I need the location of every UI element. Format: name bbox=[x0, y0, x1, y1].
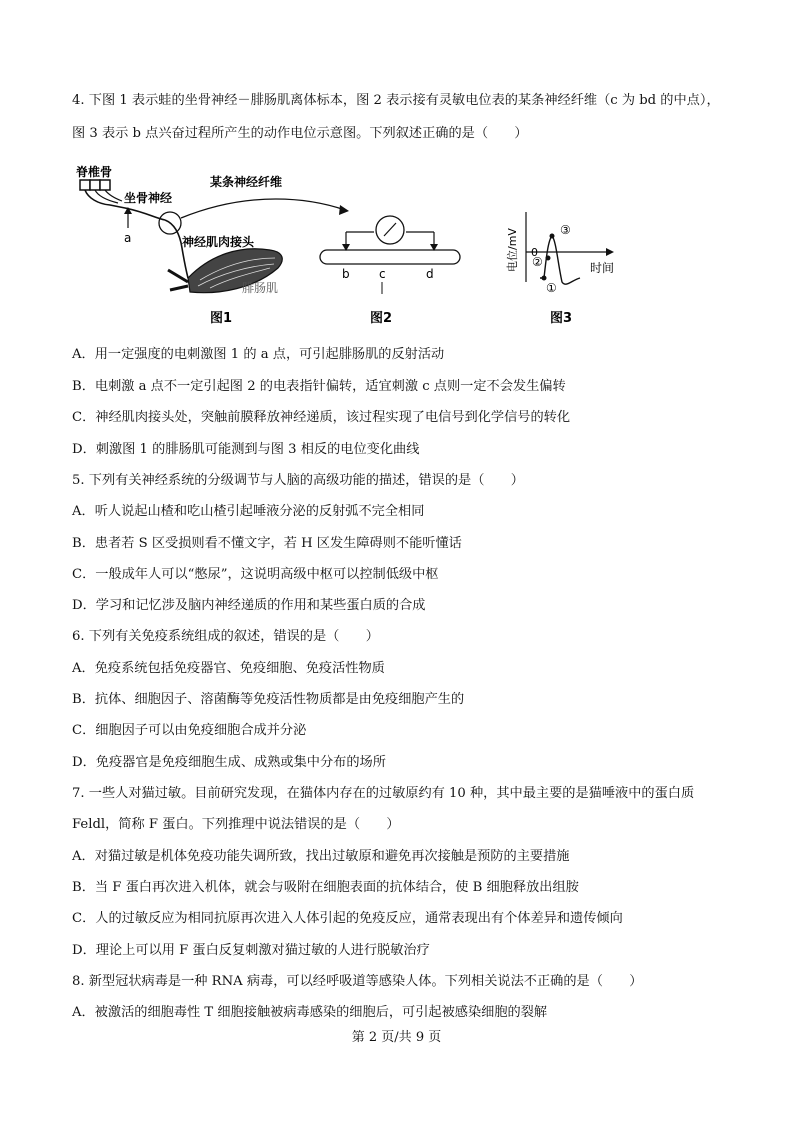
nerve-fiber bbox=[320, 250, 460, 264]
fig3-caption: 图3 bbox=[550, 311, 573, 326]
q4-figure bbox=[70, 160, 630, 330]
fig3-p1: ① bbox=[546, 281, 557, 295]
fig3-xlabel: 时间 bbox=[590, 261, 615, 275]
fig2-c: c bbox=[379, 267, 386, 281]
fig3-diagram bbox=[505, 212, 614, 326]
q5-option-b: B．患者若 S 区受损则看不懂文字，若 H 区发生障碍则不能听懂话 bbox=[72, 536, 462, 551]
q4-option-d: D．刺激图 1 的腓肠肌可能测到与图 3 相反的电位变化曲线 bbox=[72, 442, 420, 457]
q8-option-a: A．被激活的细胞毒性 T 细胞接触被病毒感染的细胞后，可引起被感染细胞的裂解 bbox=[72, 1005, 548, 1020]
q7-option-a: A．对猫过敏是机体免疫功能失调所致，找出过敏原和避免再次接触是预防的主要措施 bbox=[72, 849, 570, 864]
q8-stem: 8. 新型冠状病毒是一种 RNA 病毒，可以经呼吸道等感染人体。下列相关说法不正确的是（ ） bbox=[72, 974, 643, 989]
q7-stem-line2: Feldl，简称 F 蛋白。下列推理中说法错误的是（ ） bbox=[72, 817, 400, 832]
fig3-p3: ③ bbox=[560, 223, 571, 237]
fig3-p2: ② bbox=[532, 255, 543, 269]
fig1-point-a: a bbox=[124, 231, 132, 245]
bone bbox=[170, 286, 188, 290]
q7-option-c: C．人的过敏反应为相同抗原再次进入人体引起的免疫反应，通常表现出有个体差异和遗传倾向 bbox=[72, 911, 623, 926]
fig3-zero: 0 bbox=[531, 246, 538, 259]
q7-stem-line1: 7. 一些人对猫过敏。目前研究发现，在猫体内存在的过敏原约有 10 种，其中最主要的是猫唾液中的蛋白质 bbox=[72, 786, 695, 801]
q6-option-d: D．免疫器官是免疫细胞生成、成熟或集中分布的场所 bbox=[72, 755, 386, 770]
fig3-ylabel: 电位/mV bbox=[506, 228, 519, 272]
fig1-vertebra-label: 脊椎骨 bbox=[76, 165, 113, 179]
vertebra-block bbox=[100, 180, 110, 190]
fig1-muscle-label: 腓肠肌 bbox=[242, 281, 279, 295]
q6-option-b: B．抗体、细胞因子、溶菌酶等免疫活性物质都是由免疫细胞产生的 bbox=[72, 692, 465, 707]
fig2-caption: 图2 bbox=[370, 311, 393, 326]
q6-option-a: A．免疫系统包括免疫器官、免疫细胞、免疫活性物质 bbox=[72, 661, 385, 676]
fig1-junction-label: 神经肌肉接头 bbox=[182, 235, 255, 249]
q6-stem: 6. 下列有关免疫系统组成的叙述，错误的是（ ） bbox=[72, 629, 379, 644]
q7-option-d: D．理论上可以用 F 蛋白反复刺激对猫过敏的人进行脱敏治疗 bbox=[72, 943, 430, 958]
q4-stem-line2: 图 3 表示 b 点兴奋过程所产生的动作电位示意图。下列叙述正确的是（ ） bbox=[72, 126, 528, 141]
page-footer: 第 2 页/共 9 页 bbox=[351, 1030, 442, 1045]
bone bbox=[168, 270, 188, 282]
fig1-diagram bbox=[76, 164, 349, 326]
q4-option-b: B．电刺激 a 点不一定引起图 2 的电表指针偏转，适宜刺激 c 点则一定不会发生偏转 bbox=[72, 379, 566, 394]
fig1-caption: 图1 bbox=[210, 311, 233, 326]
q6-option-c: C．细胞因子可以由免疫细胞合成并分泌 bbox=[72, 723, 307, 738]
vertebra-block bbox=[90, 180, 100, 190]
q5-option-c: C．一般成年人可以“憋尿”，这说明高级中枢可以控制低级中枢 bbox=[72, 567, 439, 582]
fig1-sciatic-label: 坐骨神经 bbox=[124, 191, 173, 205]
fig2-b: b bbox=[342, 267, 350, 281]
q4-stem-line1: 4. 下图 1 表示蛙的坐骨神经－腓肠肌离体标本，图 2 表示接有灵敏电位表的某条神经纤维（c 为 bd 的中点）， bbox=[72, 93, 720, 108]
q4-option-c: C．神经肌肉接头处，突触前膜释放神经递质，该过程实现了电信号到化学信号的转化 bbox=[72, 410, 571, 425]
fig2-diagram bbox=[320, 216, 460, 326]
vertebra-block bbox=[80, 180, 90, 190]
q4-option-a: A．用一定强度的电刺激图 1 的 a 点，可引起腓肠肌的反射活动 bbox=[72, 347, 445, 362]
fig2-d: d bbox=[426, 267, 434, 281]
pointer-arrow-line bbox=[181, 199, 345, 218]
q5-stem: 5. 下列有关神经系统的分级调节与人脑的高级功能的描述，错误的是（ ） bbox=[72, 473, 524, 488]
q7-option-b: B．当 F 蛋白再次进入机体，就会与吸附在细胞表面的抗体结合，使 B 细胞释放出组胺 bbox=[72, 880, 579, 895]
q5-option-a: A．听人说起山楂和吃山楂引起唾液分泌的反射弧不完全相同 bbox=[72, 504, 425, 519]
q5-option-d: D．学习和记忆涉及脑内神经递质的作用和某些蛋白质的合成 bbox=[72, 598, 426, 613]
fiber-label: 某条神经纤维 bbox=[210, 175, 283, 189]
